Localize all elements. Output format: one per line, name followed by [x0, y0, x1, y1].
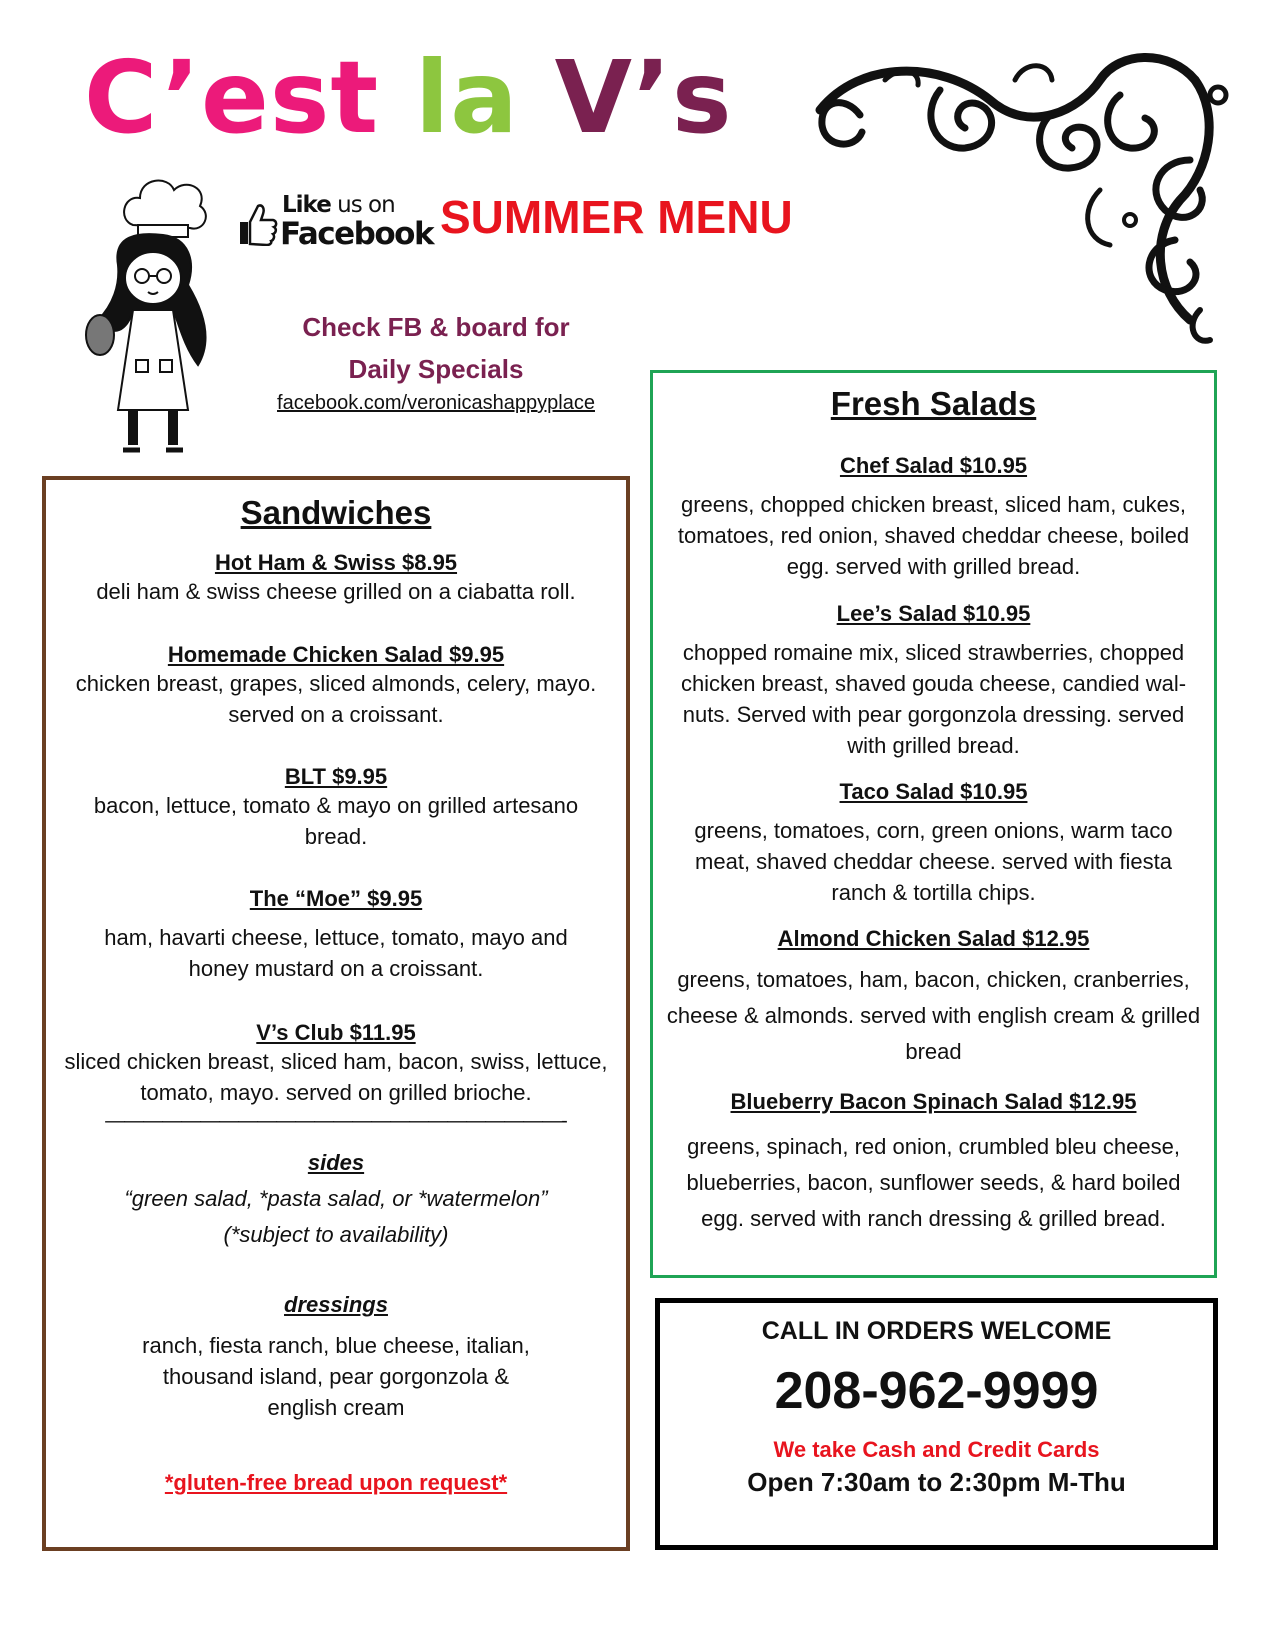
sides-text: “green salad, *pasta salad, or *watermelon”: [124, 1186, 548, 1211]
sandwiches-title: Sandwiches: [240, 494, 432, 531]
sandwich-item-name: Hot Ham & Swiss $8.95: [214, 550, 458, 575]
salad-item-desc: greens, spinach, red onion, crumbled bleu cheese, blueberries, bacon, sunflower seeds, & hard boiled egg. served with ranch dressing & grilled bread.: [686, 1134, 1181, 1231]
dressings-block: [46, 1292, 626, 1423]
sandwich-item-desc: ham, havarti cheese, lettuce, tomato, mayo and honey mustard on a croissant.: [104, 925, 568, 981]
salad-item-desc: greens, tomatoes, corn, green onions, warm taco meat, shaved cheddar cheese. served with fiesta ranch & tortilla chips.: [694, 818, 1173, 905]
specials-line-1: Check FB & board for: [302, 312, 570, 342]
salad-item: [653, 1089, 1214, 1237]
section-divider: ————————————————————————-: [105, 1110, 567, 1132]
salads-title: Fresh Salads: [830, 385, 1037, 422]
salad-item-name: Taco Salad $10.95: [839, 779, 1028, 804]
specials-line-2: Daily Specials: [348, 354, 524, 384]
facebook-like-badge[interactable]: [236, 190, 434, 256]
title-part-vs: V’s: [554, 39, 733, 156]
fb-like-text: [282, 192, 395, 218]
sandwich-item-desc: sliced chicken breast, sliced ham, bacon, swiss, lettuce, tomato, mayo. served on grilled brioche.: [64, 1049, 608, 1105]
title-part-la: la: [415, 39, 555, 156]
sandwich-item-name: BLT $9.95: [284, 764, 388, 789]
salad-item: [653, 926, 1214, 1070]
opening-hours: Open 7:30am to 2:30pm M-Thu: [747, 1467, 1126, 1497]
call-in-heading: CALL IN ORDERS WELCOME: [761, 1317, 1112, 1345]
sandwich-item: [46, 1020, 626, 1108]
sandwiches-section: [42, 476, 630, 1551]
payment-note: We take Cash and Credit Cards: [773, 1437, 1100, 1462]
salad-item-desc: chopped romaine mix, sliced strawberries, chopped chicken breast, shaved gouda cheese, candied wal-nuts. Served with pear gorgonzola dressing. served with grilled bread.: [680, 640, 1187, 758]
sandwich-item-desc: deli ham & swiss cheese grilled on a ciabatta roll.: [96, 579, 576, 604]
sandwich-item-desc: bacon, lettuce, tomato & mayo on grilled artesano bread.: [93, 793, 579, 849]
gluten-free-note: *gluten-free bread upon request*: [164, 1470, 508, 1495]
title-part-cest: C’est: [84, 39, 415, 156]
sandwich-item-name: V’s Club $11.95: [256, 1020, 416, 1045]
facebook-url-link[interactable]: facebook.com/veronicashappyplace: [277, 392, 595, 414]
fb-us-on: us on: [330, 192, 395, 218]
salad-item-name: Blueberry Bacon Spinach Salad $12.95: [730, 1089, 1137, 1114]
dressings-text: ranch, fiesta ranch, blue cheese, italian, thousand island, pear gorgonzola & english cream: [142, 1333, 530, 1420]
salad-item-desc: greens, chopped chicken breast, sliced ham, cukes, tomatoes, red onion, shaved cheddar cheese, boiled egg. served with grilled bread.: [677, 492, 1190, 579]
salad-item-name: Almond Chicken Salad $12.95: [777, 926, 1090, 951]
restaurant-title: [84, 39, 733, 156]
sandwich-item-desc: chicken breast, grapes, sliced almonds, celery, mayo. served on a croissant.: [75, 671, 597, 727]
sandwich-item: [46, 642, 626, 730]
sides-note: (*subject to availability): [223, 1222, 449, 1247]
sandwich-item: [46, 550, 626, 607]
sandwich-item-name: Homemade Chicken Salad $9.95: [167, 642, 505, 667]
contact-box: [655, 1298, 1218, 1550]
sides-block: [46, 1150, 626, 1248]
salad-item-desc: greens, tomatoes, ham, bacon, chicken, cranberries, cheese & almonds. served with english cream & grilled bread: [666, 967, 1201, 1064]
sandwich-item-name: The “Moe” $9.95: [249, 886, 423, 911]
salad-item: [653, 453, 1214, 582]
summer-menu-heading: SUMMER MENU: [440, 191, 793, 243]
salad-item: [653, 601, 1214, 761]
salads-section: [650, 370, 1217, 1278]
daily-specials-note: [256, 306, 616, 390]
corner-flourish-icon: [800, 40, 1240, 350]
phone-number[interactable]: 208-962-9999: [774, 1362, 1099, 1420]
chef-girl-illustration: [78, 170, 228, 465]
dressings-title: dressings: [284, 1292, 388, 1317]
sides-title: sides: [307, 1150, 365, 1175]
fb-facebook-word: Facebook: [280, 216, 434, 252]
salad-item-name: Lee’s Salad $10.95: [836, 601, 1031, 626]
salad-item-name: Chef Salad $10.95: [839, 453, 1028, 478]
sandwich-item: [46, 764, 626, 852]
salad-item: [653, 779, 1214, 908]
sandwich-item: [46, 886, 626, 984]
fb-like-word: Like: [282, 192, 331, 218]
thumbs-up-icon: [236, 200, 278, 246]
